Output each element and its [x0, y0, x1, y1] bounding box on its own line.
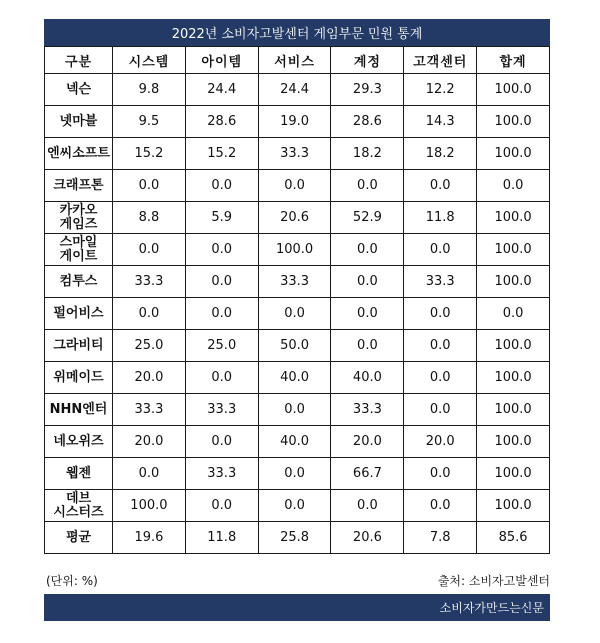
table-cell: 0.0: [113, 234, 186, 266]
table-cell: 0.0: [331, 266, 404, 298]
table-cell: 40.0: [331, 362, 404, 394]
table-cell: 100.0: [477, 394, 550, 426]
table-row: [45, 234, 550, 266]
table-row: [45, 490, 550, 522]
table-cell: 15.2: [185, 138, 258, 170]
table-cell: 29.3: [331, 74, 404, 106]
unit-note: (단위: %): [46, 574, 98, 588]
table-cell: 8.8: [113, 202, 186, 234]
col-header-service: 서비스: [258, 47, 331, 74]
table-cell: 20.0: [404, 426, 477, 458]
row-label-text: 컴투스: [59, 273, 98, 289]
table-cell: 100.0: [477, 202, 550, 234]
table-cell: 40.0: [258, 362, 331, 394]
table-row: [45, 202, 550, 234]
table-cell: 100.0: [113, 490, 186, 522]
table-row: [45, 266, 550, 298]
table-cell: 0.0: [258, 490, 331, 522]
table-cell: 0.0: [404, 170, 477, 202]
table-cell: 100.0: [477, 362, 550, 394]
table-cell: 5.9: [185, 202, 258, 234]
row-label: [45, 458, 113, 490]
row-label: [45, 330, 113, 362]
table-cell: 14.3: [404, 106, 477, 138]
table-cell: 0.0: [113, 458, 186, 490]
table-cell: 25.0: [185, 330, 258, 362]
row-label: [45, 522, 113, 554]
table-cell: 33.3: [185, 458, 258, 490]
table-cell: 66.7: [331, 458, 404, 490]
row-label-text: 웹젠: [65, 465, 92, 481]
table-cell: 18.2: [331, 138, 404, 170]
table-cell: 0.0: [185, 234, 258, 266]
table-cell: 19.6: [113, 522, 186, 554]
table-cell: 0.0: [404, 362, 477, 394]
col-header-total: 합계: [477, 47, 550, 74]
table-cell: 33.3: [185, 394, 258, 426]
table-cell: 100.0: [477, 330, 550, 362]
row-label: [45, 202, 113, 234]
table-row: [45, 522, 550, 554]
table-cell: 0.0: [404, 458, 477, 490]
table-cell: 100.0: [477, 490, 550, 522]
table-cell: 0.0: [185, 426, 258, 458]
col-header-category: 구분: [45, 47, 113, 74]
publisher-name: 소비자가만드는신문: [439, 601, 544, 615]
table-row: [45, 138, 550, 170]
table-row: [45, 426, 550, 458]
complaint-stats-table: [44, 46, 550, 554]
table-cell: 20.6: [331, 522, 404, 554]
table-cell: 0.0: [331, 490, 404, 522]
table-row: [45, 170, 550, 202]
row-label-text: 데브: [65, 490, 92, 506]
col-header-item: 아이템: [185, 47, 258, 74]
table-cell: 20.0: [113, 426, 186, 458]
row-label-text: 시스터즈: [53, 504, 104, 520]
table-cell: 28.6: [185, 106, 258, 138]
table-cell: 0.0: [404, 490, 477, 522]
row-label-text: 네오위즈: [53, 433, 104, 449]
table-cell: 0.0: [331, 234, 404, 266]
source-note: 출처: 소비자고발센터: [437, 574, 550, 588]
table-cell: 0.0: [113, 298, 186, 330]
table-cell: 0.0: [404, 330, 477, 362]
table-cell: 24.4: [258, 74, 331, 106]
table-cell: 33.3: [258, 266, 331, 298]
row-label-text: 넷마블: [59, 113, 98, 129]
table-cell: 0.0: [185, 170, 258, 202]
table-row: [45, 394, 550, 426]
table-cell: 0.0: [404, 298, 477, 330]
table-cell: 100.0: [477, 106, 550, 138]
row-label-text: 엔씨소프트: [47, 145, 110, 161]
table-cell: 0.0: [404, 234, 477, 266]
table-cell: 15.2: [113, 138, 186, 170]
table-cell: 19.0: [258, 106, 331, 138]
col-header-customer-center: 고객센터: [404, 47, 477, 74]
table-cell: 28.6: [331, 106, 404, 138]
row-label-text: 위메이드: [53, 369, 104, 385]
table-cell: 40.0: [258, 426, 331, 458]
table-cell: 0.0: [477, 298, 550, 330]
table-cell: 9.8: [113, 74, 186, 106]
table-title: 2022년 소비자고발센터 게임부문 민원 통계: [44, 19, 550, 46]
row-label: [45, 138, 113, 170]
row-label: [45, 362, 113, 394]
table-cell: 7.8: [404, 522, 477, 554]
table-row: [45, 106, 550, 138]
row-label: [45, 74, 113, 106]
row-label: [45, 298, 113, 330]
row-label-text: 카카오: [59, 202, 98, 218]
table-cell: 25.8: [258, 522, 331, 554]
row-label-text: NHN엔터: [49, 401, 108, 417]
table-cell: 85.6: [477, 522, 550, 554]
table-row: [45, 362, 550, 394]
table-row: [45, 458, 550, 490]
table-cell: 100.0: [477, 458, 550, 490]
table-cell: 33.3: [113, 394, 186, 426]
table-cell: 100.0: [477, 138, 550, 170]
table-cell: 0.0: [258, 458, 331, 490]
table-cell: 0.0: [185, 490, 258, 522]
row-label-text: 스마일: [59, 234, 98, 250]
col-header-system: 시스템: [113, 47, 186, 74]
table-cell: 11.8: [185, 522, 258, 554]
table-cell: 0.0: [331, 298, 404, 330]
table-cell: 0.0: [331, 170, 404, 202]
table-cell: 52.9: [331, 202, 404, 234]
table-cell: 24.4: [185, 74, 258, 106]
table-cell: 100.0: [258, 234, 331, 266]
table-cell: 0.0: [185, 266, 258, 298]
table-row: [45, 74, 550, 106]
table-cell: 18.2: [404, 138, 477, 170]
table-body: [45, 74, 550, 554]
table-cell: 100.0: [477, 266, 550, 298]
row-label: [45, 266, 113, 298]
table-row: [45, 330, 550, 362]
row-label-text: 크래프톤: [53, 177, 104, 193]
row-label: [45, 394, 113, 426]
row-label-text: 펄어비스: [53, 305, 104, 321]
col-header-account: 계정: [331, 47, 404, 74]
table-cell: 0.0: [477, 170, 550, 202]
table-cell: 0.0: [113, 170, 186, 202]
publisher-footer: [44, 594, 550, 621]
table-cell: 0.0: [258, 298, 331, 330]
row-label-text: 게임즈: [59, 216, 98, 232]
table-cell: 100.0: [477, 74, 550, 106]
row-label: [45, 106, 113, 138]
table-cell: 11.8: [404, 202, 477, 234]
table-cell: 33.3: [404, 266, 477, 298]
table-cell: 20.6: [258, 202, 331, 234]
table-cell: 9.5: [113, 106, 186, 138]
row-label: [45, 490, 113, 522]
table-cell: 25.0: [113, 330, 186, 362]
row-label: [45, 234, 113, 266]
table-cell: 0.0: [258, 394, 331, 426]
table-cell: 100.0: [477, 234, 550, 266]
row-label-text: 게이트: [59, 248, 98, 264]
table-cell: 20.0: [331, 426, 404, 458]
table-cell: 0.0: [185, 298, 258, 330]
row-label-text: 그라비티: [53, 337, 104, 353]
table-cell: 0.0: [404, 394, 477, 426]
row-label-text: 평균: [65, 529, 92, 545]
table-cell: 12.2: [404, 74, 477, 106]
table-cell: 0.0: [258, 170, 331, 202]
row-label-text: 넥슨: [65, 81, 92, 97]
row-label: [45, 426, 113, 458]
table-cell: 100.0: [477, 426, 550, 458]
table-row: [45, 298, 550, 330]
table-cell: 33.3: [113, 266, 186, 298]
header-row: [45, 47, 550, 74]
table-cell: 50.0: [258, 330, 331, 362]
table-cell: 33.3: [331, 394, 404, 426]
row-label: [45, 170, 113, 202]
table-cell: 0.0: [331, 330, 404, 362]
table-cell: 33.3: [258, 138, 331, 170]
table-cell: 20.0: [113, 362, 186, 394]
table-cell: 0.0: [185, 362, 258, 394]
